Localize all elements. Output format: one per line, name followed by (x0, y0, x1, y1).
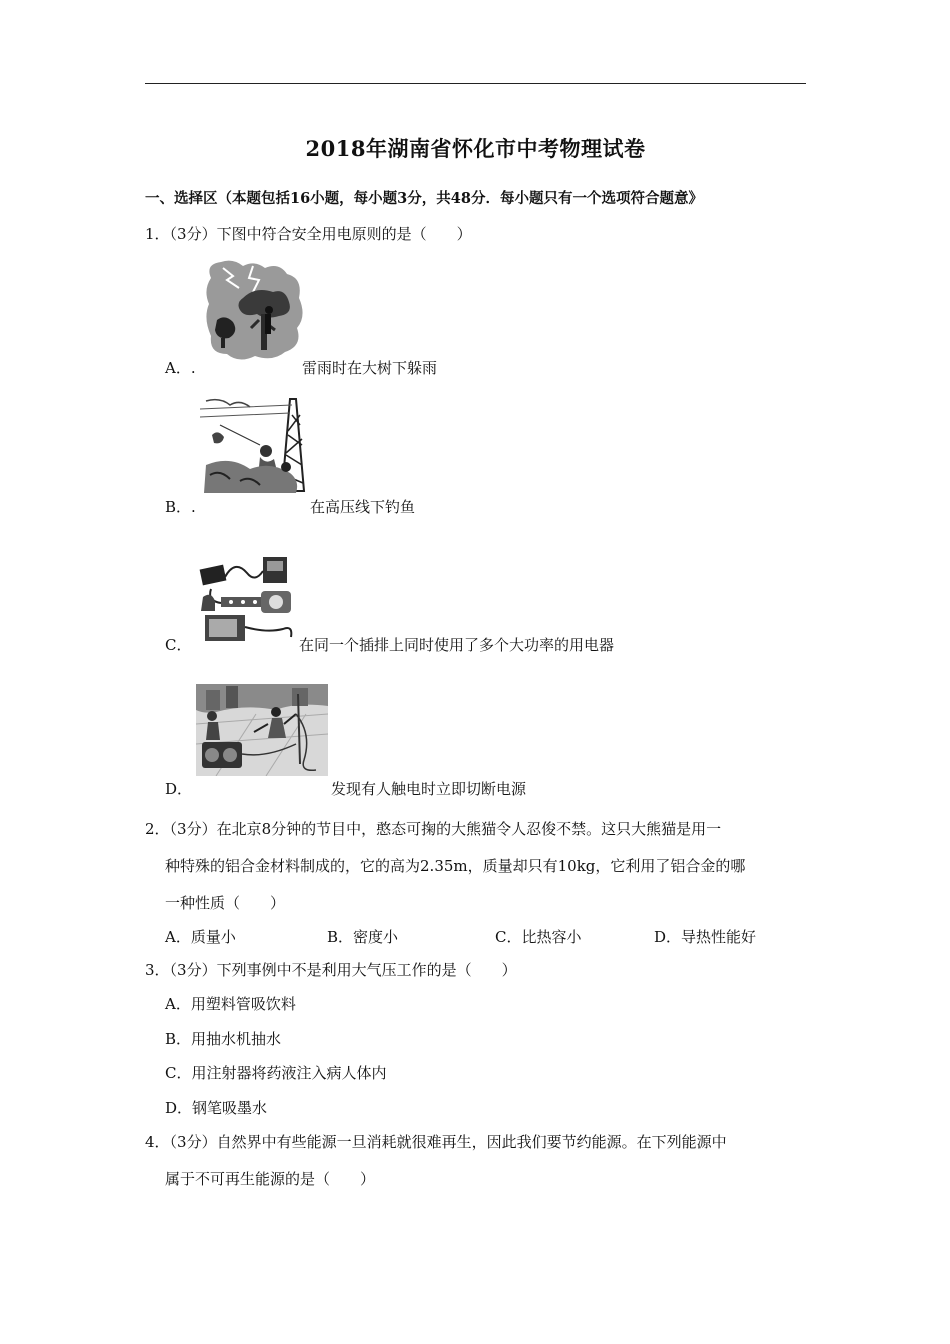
option-3d: D．钢笔吸墨水 (165, 1099, 268, 1117)
question-1-stem: 1．（3分）下图中符合安全用电原则的是（ ） (145, 225, 472, 243)
option-3b: B．用抽水机抽水 (165, 1030, 282, 1048)
option-2d: D．导热性能好 (654, 928, 757, 946)
fishing-under-powerline-picture (200, 395, 310, 499)
question-3-stem: 3．（3分）下列事例中不是利用大气压工作的是（ ） (145, 961, 517, 979)
option-2b: B．密度小 (327, 928, 399, 946)
overloaded-power-strip-picture (197, 553, 297, 645)
option-1a-label: A．. (165, 359, 196, 377)
option-3a: A．用塑料管吸饮料 (165, 995, 296, 1013)
option-1c-label: C． (165, 636, 192, 654)
header-rule (145, 83, 806, 84)
option-1c-text: 在同一个插排上同时使用了多个大功率的用电器 (299, 636, 615, 654)
option-2a: A．质量小 (165, 928, 236, 946)
option-1d-label: D． (165, 780, 193, 798)
question-4-line-1: 4．（3分）自然界中有些能源一旦消耗就很难再生，因此我们要节约能源。在下列能源中 (145, 1133, 727, 1151)
lightning-tree-picture (203, 258, 307, 364)
section-heading: 一、选择区（本题包括16小题，每小题3分，共48分．每小题只有一个选项符合题意》 (145, 190, 703, 207)
question-2-line-3: 一种性质（ ） (165, 894, 286, 912)
question-2-line-1: 2．（3分）在北京8分钟的节目中，憨态可掬的大熊猫令人忍俊不禁。这只大熊猫是用一 (145, 820, 722, 838)
question-2-line-2: 种特殊的铝合金材料制成的，它的高为2.35m，质量却只有10kg，它利用了铝合金的哪 (165, 857, 746, 875)
electric-shock-rescue-picture (196, 684, 328, 776)
option-2c: C．比热容小 (495, 928, 582, 946)
question-4-line-2: 属于不可再生能源的是（ ） (165, 1170, 376, 1188)
option-1b-text: 在高压线下钓鱼 (310, 498, 416, 516)
option-1b-label: B．. (165, 498, 196, 516)
option-1a-text: 雷雨时在大树下躲雨 (302, 359, 438, 377)
page-title: 2018年湖南省怀化市中考物理试卷 (305, 136, 646, 161)
option-3c: C．用注射器将药液注入病人体内 (165, 1064, 387, 1082)
option-1d-text: 发现有人触电时立即切断电源 (331, 780, 527, 798)
